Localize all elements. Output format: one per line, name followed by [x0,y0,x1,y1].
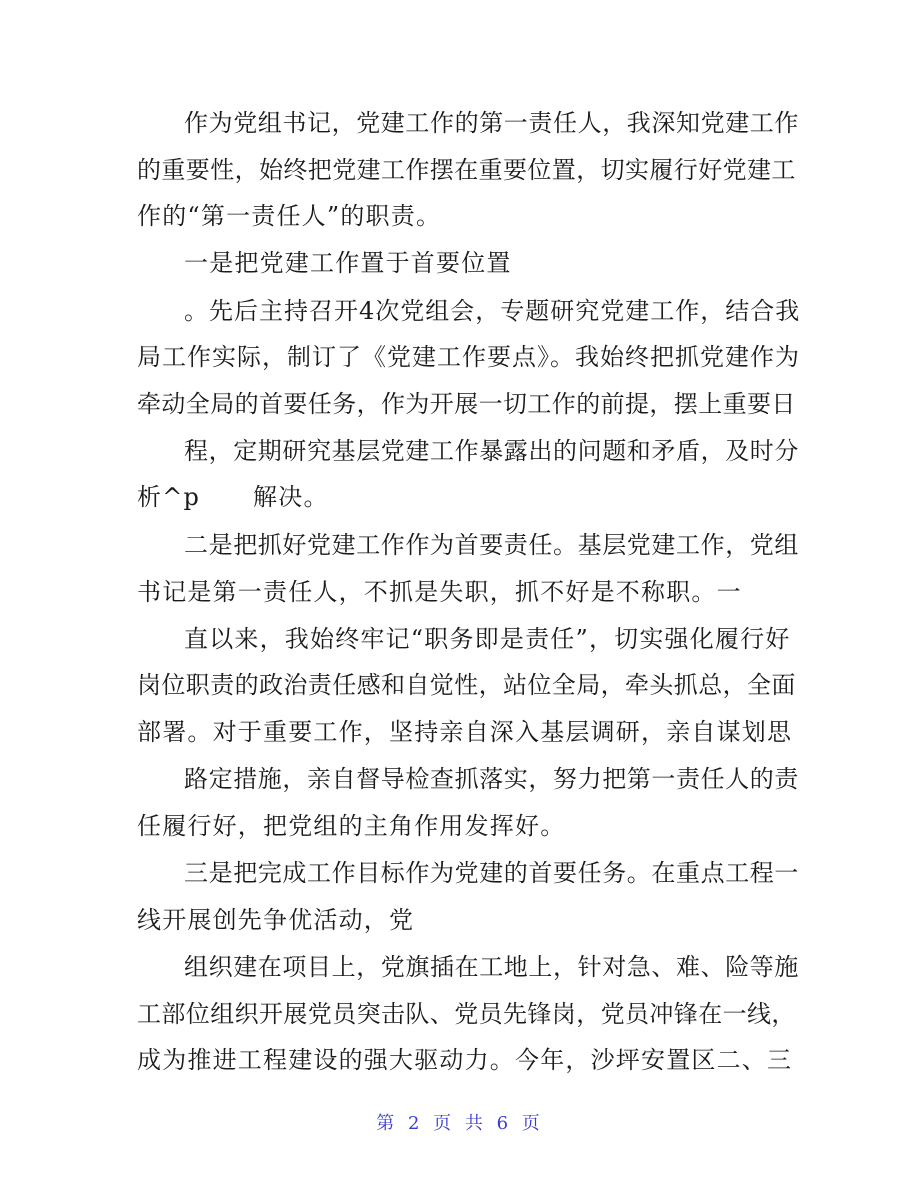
text-line: 组织建在项目上，党旗插在工地上，针对急、难、险等施 [184,953,799,981]
text-line: 作的“第一责任人”的职责。 [137,202,442,230]
text-line: 析^p 解决。 [137,483,329,511]
text-line: 作为党组书记，党建工作的第一责任人，我深知党建工作 [184,109,799,137]
text-line: 二是把抓好党建工作作为首要责任。基层党建工作，党组 [184,531,799,559]
text-line: 工部位组织开展党员突击队、党员先锋岗，党员冲锋在一线， [137,1000,796,1028]
text-line: 部署。对于重要工作，坚持亲自深入基层调研，亲自谋划思 [137,718,793,746]
text-line: 路定措施，亲自督导检查抓落实，努力把第一责任人的责 [184,765,799,793]
text-line: 直以来，我始终牢记“职务即是责任”，切实强化履行好 [184,625,791,653]
text-line: 任履行好，把党组的主角作用发挥好。 [137,812,566,840]
text-line: 局工作实际，制订了《党建工作要点》。我始终把抓党建作为 [137,343,800,371]
text-line: 牵动全局的首要任务，作为开展一切工作的前提，摆上重要日 [137,390,796,418]
text-line: 。先后主持召开4次党组会，专题研究党建工作，结合我 [184,297,801,325]
text-line: 程，定期研究基层党建工作暴露出的问题和矛盾，及时分 [184,437,799,465]
text-line: 线开展创先争优活动，党 [137,906,415,934]
text-line: 岗位职责的政治责任感和自觉性，站位全局，牵头抓总，全面 [137,671,796,699]
text-line: 三是把完成工作目标作为党建的首要任务。在重点工程一 [184,859,799,887]
text-line: 的重要性，始终把党建工作摆在重要位置，切实履行好党建工 [137,156,796,184]
page-footer: 第 2 页 共 6 页 [376,1113,544,1134]
text-line: 书记是第一责任人，不抓是失职，抓不好是不称职。一 [137,578,742,606]
text-line: 成为推进工程建设的强大驱动力。今年，沙坪安置区二、三 [137,1046,793,1074]
text-line: 一是把党建工作置于首要位置 [184,249,512,277]
